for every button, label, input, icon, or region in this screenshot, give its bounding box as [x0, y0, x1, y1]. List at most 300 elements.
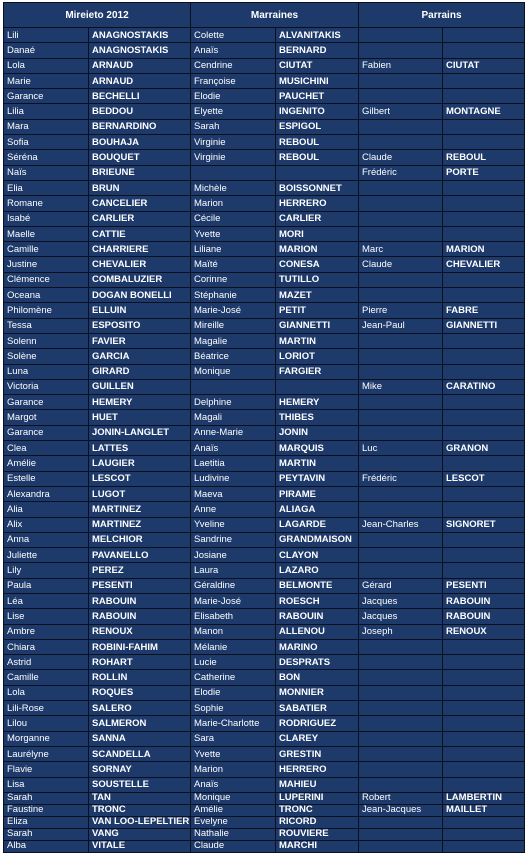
table-row: [4, 135, 525, 150]
godfather-first-name: Jean-Paul: [359, 318, 443, 333]
godfather-first-name: [359, 639, 443, 654]
godmother-first-name: Maïté: [191, 257, 276, 272]
table-row: [4, 816, 525, 828]
child-first-name: Juliette: [4, 548, 89, 563]
child-first-name: Clémence: [4, 272, 89, 287]
godmother-first-name: Josiane: [191, 548, 276, 563]
godfather-first-name: [359, 563, 443, 578]
godmother-first-name: Michèle: [191, 180, 276, 195]
godmother-last-name: GRANDMAISON: [276, 532, 359, 547]
godmother-first-name: Anaïs: [191, 441, 276, 456]
godfather-first-name: Fabien: [359, 58, 443, 73]
child-first-name: Chiara: [4, 639, 89, 654]
child-first-name: Lola: [4, 685, 89, 700]
godmother-last-name: MONNIER: [276, 685, 359, 700]
child-first-name: Justine: [4, 257, 89, 272]
child-last-name: SCANDELLA: [89, 746, 191, 761]
child-first-name: Ambre: [4, 624, 89, 639]
godmother-last-name: ALLENOU: [276, 624, 359, 639]
child-first-name: Laurélyne: [4, 746, 89, 761]
godmother-last-name: MORI: [276, 226, 359, 241]
godmother-first-name: Marie-José: [191, 303, 276, 318]
godfather-first-name: [359, 272, 443, 287]
child-last-name: SALMERON: [89, 716, 191, 731]
child-last-name: ROBINI-FAHIM: [89, 639, 191, 654]
godmother-first-name: Yvette: [191, 226, 276, 241]
godmother-last-name: CONESA: [276, 257, 359, 272]
table-row: [4, 639, 525, 654]
table-row: [4, 471, 525, 486]
godfather-first-name: [359, 180, 443, 195]
godfather-last-name: [443, 196, 525, 211]
child-first-name: Garance: [4, 425, 89, 440]
godmother-last-name: [276, 379, 359, 394]
godfather-first-name: [359, 670, 443, 685]
table-body: [4, 28, 525, 853]
godmother-last-name: MARTIN: [276, 333, 359, 348]
godmother-first-name: Sarah: [191, 119, 276, 134]
godfather-first-name: [359, 395, 443, 410]
godfather-last-name: [443, 395, 525, 410]
godfather-last-name: LESCOT: [443, 471, 525, 486]
godfather-first-name: [359, 548, 443, 563]
child-last-name: SALERO: [89, 701, 191, 716]
godfather-last-name: [443, 701, 525, 716]
child-last-name: ESPOSITO: [89, 318, 191, 333]
child-last-name: ANAGNOSTAKIS: [89, 43, 191, 58]
godfather-last-name: [443, 639, 525, 654]
godmother-last-name: PEYTAVIN: [276, 471, 359, 486]
godmother-first-name: Maeva: [191, 486, 276, 501]
table-row: [4, 226, 525, 241]
godfather-last-name: [443, 762, 525, 777]
godmother-last-name: ALIAGA: [276, 502, 359, 517]
godmother-first-name: Elodie: [191, 685, 276, 700]
table-row: [4, 211, 525, 226]
child-first-name: Garance: [4, 89, 89, 104]
table-row: [4, 593, 525, 608]
godmother-first-name: Géraldine: [191, 578, 276, 593]
godmother-first-name: Yvette: [191, 746, 276, 761]
godmother-last-name: PAUCHET: [276, 89, 359, 104]
godfather-first-name: [359, 28, 443, 43]
godmother-last-name: MARCHI: [276, 840, 359, 852]
child-first-name: Morganne: [4, 731, 89, 746]
godmother-first-name: Ludivine: [191, 471, 276, 486]
godfather-first-name: [359, 828, 443, 840]
child-first-name: Isabé: [4, 211, 89, 226]
godfather-first-name: [359, 762, 443, 777]
godfather-last-name: [443, 119, 525, 134]
table-row: [4, 379, 525, 394]
table-row: [4, 548, 525, 563]
godmother-first-name: Sophie: [191, 701, 276, 716]
godmother-first-name: Liliane: [191, 242, 276, 257]
godfather-first-name: [359, 410, 443, 425]
child-last-name: ROQUES: [89, 685, 191, 700]
godfather-last-name: PESENTI: [443, 578, 525, 593]
child-first-name: Romane: [4, 196, 89, 211]
godmother-first-name: Cécile: [191, 211, 276, 226]
godmother-last-name: [276, 165, 359, 180]
child-last-name: ANAGNOSTAKIS: [89, 28, 191, 43]
child-first-name: Mara: [4, 119, 89, 134]
child-first-name: Lilou: [4, 716, 89, 731]
table-row: [4, 425, 525, 440]
table-row: [4, 119, 525, 134]
child-last-name: SANNA: [89, 731, 191, 746]
godmother-first-name: Monique: [191, 364, 276, 379]
child-last-name: CATTIE: [89, 226, 191, 241]
godfather-last-name: [443, 716, 525, 731]
godfather-last-name: [443, 135, 525, 150]
child-first-name: Séréna: [4, 150, 89, 165]
child-first-name: Solenn: [4, 333, 89, 348]
godmother-last-name: INGENITO: [276, 104, 359, 119]
godmother-last-name: MARINO: [276, 639, 359, 654]
godmother-last-name: MARION: [276, 242, 359, 257]
godfather-last-name: [443, 685, 525, 700]
godmother-last-name: FARGIER: [276, 364, 359, 379]
godfather-last-name: MAILLET: [443, 804, 525, 816]
child-last-name: CARLIER: [89, 211, 191, 226]
godmother-first-name: Nathalie: [191, 828, 276, 840]
child-first-name: Danaé: [4, 43, 89, 58]
godfather-last-name: [443, 43, 525, 58]
godmother-first-name: Magalie: [191, 333, 276, 348]
godmother-last-name: HEMERY: [276, 395, 359, 410]
godfather-last-name: [443, 655, 525, 670]
godmother-first-name: Virginie: [191, 135, 276, 150]
table-row: [4, 517, 525, 532]
godfather-last-name: [443, 180, 525, 195]
child-first-name: Faustine: [4, 804, 89, 816]
table-row: [4, 333, 525, 348]
godparents-table: [3, 2, 525, 853]
table-row: [4, 349, 525, 364]
godmother-last-name: REBOUL: [276, 150, 359, 165]
table-row: [4, 716, 525, 731]
child-first-name: Alba: [4, 840, 89, 852]
godfather-first-name: Robert: [359, 792, 443, 804]
child-first-name: Lili-Rose: [4, 701, 89, 716]
godfather-last-name: [443, 828, 525, 840]
table-row: [4, 655, 525, 670]
godfather-last-name: [443, 89, 525, 104]
godmother-last-name: CARLIER: [276, 211, 359, 226]
godfather-last-name: [443, 731, 525, 746]
godmother-last-name: BELMONTE: [276, 578, 359, 593]
godmother-first-name: Magali: [191, 410, 276, 425]
child-first-name: Luna: [4, 364, 89, 379]
godfather-last-name: [443, 670, 525, 685]
godmother-last-name: LAGARDE: [276, 517, 359, 532]
godmother-last-name: HERRERO: [276, 196, 359, 211]
godmother-last-name: ROUVIERE: [276, 828, 359, 840]
godfather-first-name: [359, 135, 443, 150]
child-last-name: PEREZ: [89, 563, 191, 578]
godfather-last-name: [443, 746, 525, 761]
godfather-first-name: Jean-Charles: [359, 517, 443, 532]
godmother-last-name: BOISSONNET: [276, 180, 359, 195]
godmother-first-name: Elisabeth: [191, 609, 276, 624]
godfather-last-name: LAMBERTIN: [443, 792, 525, 804]
godmother-first-name: Marie-Charlotte: [191, 716, 276, 731]
child-last-name: LUGOT: [89, 486, 191, 501]
godmother-last-name: MARQUIS: [276, 441, 359, 456]
child-first-name: Lilia: [4, 104, 89, 119]
child-last-name: BOUQUET: [89, 150, 191, 165]
table-row: [4, 242, 525, 257]
godmother-first-name: [191, 379, 276, 394]
godmother-first-name: Claude: [191, 840, 276, 852]
child-last-name: PESENTI: [89, 578, 191, 593]
godfather-last-name: REBOUL: [443, 150, 525, 165]
godmother-first-name: Corinne: [191, 272, 276, 287]
child-first-name: Garance: [4, 395, 89, 410]
godfather-first-name: [359, 211, 443, 226]
child-last-name: RABOUIN: [89, 593, 191, 608]
godfather-last-name: CIUTAT: [443, 58, 525, 73]
godfather-first-name: [359, 816, 443, 828]
table-row: [4, 165, 525, 180]
child-first-name: Anna: [4, 532, 89, 547]
godfather-last-name: [443, 226, 525, 241]
table-row: [4, 792, 525, 804]
table-row: [4, 486, 525, 501]
table-row: [4, 180, 525, 195]
child-last-name: LESCOT: [89, 471, 191, 486]
table-row: [4, 395, 525, 410]
godfather-last-name: [443, 28, 525, 43]
godmother-first-name: Mélanie: [191, 639, 276, 654]
godfather-first-name: Gilbert: [359, 104, 443, 119]
godmother-first-name: Sara: [191, 731, 276, 746]
table-row: [4, 288, 525, 303]
child-first-name: Camille: [4, 670, 89, 685]
child-last-name: FAVIER: [89, 333, 191, 348]
godfather-first-name: [359, 425, 443, 440]
godmother-first-name: Laetitia: [191, 456, 276, 471]
child-last-name: MARTINEZ: [89, 502, 191, 517]
godfather-last-name: SIGNORET: [443, 517, 525, 532]
child-first-name: Lola: [4, 58, 89, 73]
godmother-last-name: MARTIN: [276, 456, 359, 471]
godmother-last-name: ALVANITAKIS: [276, 28, 359, 43]
table-row: [4, 563, 525, 578]
godfather-first-name: [359, 226, 443, 241]
godfather-first-name: Joseph: [359, 624, 443, 639]
godfather-last-name: GIANNETTI: [443, 318, 525, 333]
child-last-name: LATTES: [89, 441, 191, 456]
child-first-name: Margot: [4, 410, 89, 425]
godmother-last-name: CIUTAT: [276, 58, 359, 73]
child-first-name: Maelle: [4, 226, 89, 241]
godfather-first-name: [359, 701, 443, 716]
godmother-first-name: Yveline: [191, 517, 276, 532]
godfather-last-name: FABRE: [443, 303, 525, 318]
table-row: [4, 777, 525, 792]
godfather-last-name: RENOUX: [443, 624, 525, 639]
godmother-first-name: Marion: [191, 762, 276, 777]
godmother-first-name: Anaïs: [191, 43, 276, 58]
child-first-name: Sarah: [4, 828, 89, 840]
godmother-first-name: [191, 165, 276, 180]
godfather-last-name: [443, 288, 525, 303]
table-row: [4, 58, 525, 73]
godmother-first-name: Amélie: [191, 804, 276, 816]
godmother-first-name: Anaïs: [191, 777, 276, 792]
child-last-name: SORNAY: [89, 762, 191, 777]
godfather-first-name: [359, 486, 443, 501]
godfather-first-name: Mike: [359, 379, 443, 394]
child-first-name: Lise: [4, 609, 89, 624]
godfather-first-name: [359, 731, 443, 746]
child-first-name: Lily: [4, 563, 89, 578]
child-first-name: Philomène: [4, 303, 89, 318]
child-last-name: RENOUX: [89, 624, 191, 639]
child-last-name: MARTINEZ: [89, 517, 191, 532]
godfather-last-name: CARATINO: [443, 379, 525, 394]
godfather-first-name: [359, 655, 443, 670]
godfather-first-name: [359, 89, 443, 104]
child-first-name: Naïs: [4, 165, 89, 180]
child-last-name: BEDDOU: [89, 104, 191, 119]
godmother-first-name: Marion: [191, 196, 276, 211]
child-last-name: BERNARDINO: [89, 119, 191, 134]
child-last-name: ROLLIN: [89, 670, 191, 685]
child-first-name: Sofia: [4, 135, 89, 150]
godfather-first-name: [359, 43, 443, 58]
godfather-first-name: Marc: [359, 242, 443, 257]
child-last-name: MELCHIOR: [89, 532, 191, 547]
godfather-last-name: [443, 425, 525, 440]
child-last-name: JONIN-LANGLET: [89, 425, 191, 440]
child-first-name: Elia: [4, 180, 89, 195]
godmother-first-name: Catherine: [191, 670, 276, 685]
child-last-name: ELLUIN: [89, 303, 191, 318]
table-row: [4, 303, 525, 318]
child-last-name: ARNAUD: [89, 58, 191, 73]
child-last-name: GARCIA: [89, 349, 191, 364]
child-first-name: Eliza: [4, 816, 89, 828]
child-last-name: DOGAN BONELLI: [89, 288, 191, 303]
table-row: [4, 441, 525, 456]
godmother-last-name: RICORD: [276, 816, 359, 828]
child-last-name: GUILLEN: [89, 379, 191, 394]
godmother-first-name: Stéphanie: [191, 288, 276, 303]
child-last-name: HEMERY: [89, 395, 191, 410]
godmother-last-name: ROESCH: [276, 593, 359, 608]
child-first-name: Alia: [4, 502, 89, 517]
table-row: [4, 43, 525, 58]
table-row: [4, 89, 525, 104]
godfather-last-name: [443, 364, 525, 379]
child-last-name: TRONC: [89, 804, 191, 816]
godfather-first-name: Pierre: [359, 303, 443, 318]
godmother-last-name: BERNARD: [276, 43, 359, 58]
child-first-name: Lili: [4, 28, 89, 43]
godfather-first-name: Frédéric: [359, 471, 443, 486]
godmother-last-name: MAHIEU: [276, 777, 359, 792]
child-first-name: Solène: [4, 349, 89, 364]
godfather-first-name: [359, 685, 443, 700]
godfather-last-name: [443, 211, 525, 226]
godfather-first-name: Gérard: [359, 578, 443, 593]
godfather-last-name: [443, 486, 525, 501]
child-last-name: SOUSTELLE: [89, 777, 191, 792]
table-row: [4, 28, 525, 43]
table-row: [4, 624, 525, 639]
child-last-name: ARNAUD: [89, 73, 191, 88]
godfather-last-name: [443, 777, 525, 792]
godfather-last-name: [443, 502, 525, 517]
godfather-last-name: [443, 73, 525, 88]
godfather-first-name: [359, 532, 443, 547]
godmother-last-name: RABOUIN: [276, 609, 359, 624]
table-row: [4, 609, 525, 624]
table-row: [4, 150, 525, 165]
table-row: [4, 746, 525, 761]
godfather-first-name: Jacques: [359, 593, 443, 608]
godfather-first-name: [359, 73, 443, 88]
godmother-first-name: Béatrice: [191, 349, 276, 364]
godfather-last-name: MARION: [443, 242, 525, 257]
godmother-last-name: DESPRATS: [276, 655, 359, 670]
godmother-last-name: TRONC: [276, 804, 359, 816]
child-last-name: GIRARD: [89, 364, 191, 379]
godmother-first-name: Virginie: [191, 150, 276, 165]
godmother-last-name: ESPIGOL: [276, 119, 359, 134]
godfather-last-name: [443, 349, 525, 364]
child-last-name: CHARRIERE: [89, 242, 191, 257]
godmother-last-name: SABATIER: [276, 701, 359, 716]
table-row: [4, 685, 525, 700]
godmother-last-name: PIRAME: [276, 486, 359, 501]
godfather-first-name: [359, 364, 443, 379]
godfather-first-name: [359, 119, 443, 134]
godfather-last-name: CHEVALIER: [443, 257, 525, 272]
child-last-name: VANG: [89, 828, 191, 840]
child-last-name: RABOUIN: [89, 609, 191, 624]
child-first-name: Amélie: [4, 456, 89, 471]
godfather-last-name: RABOUIN: [443, 593, 525, 608]
table-row: [4, 578, 525, 593]
child-first-name: Camille: [4, 242, 89, 257]
table-row: [4, 104, 525, 119]
godmother-first-name: Lucie: [191, 655, 276, 670]
table-row: [4, 257, 525, 272]
godmother-first-name: Anne-Marie: [191, 425, 276, 440]
godmother-first-name: Mireille: [191, 318, 276, 333]
godmother-first-name: Elyette: [191, 104, 276, 119]
godmother-last-name: CLAREY: [276, 731, 359, 746]
table-row: [4, 364, 525, 379]
godmother-last-name: LAZARO: [276, 563, 359, 578]
godfather-last-name: GRANON: [443, 441, 525, 456]
marraines-header: Marraines: [191, 3, 359, 28]
godmother-first-name: Marie-José: [191, 593, 276, 608]
godmother-first-name: Monique: [191, 792, 276, 804]
godfather-first-name: [359, 502, 443, 517]
child-first-name: Flavie: [4, 762, 89, 777]
godfather-last-name: RABOUIN: [443, 609, 525, 624]
godfather-first-name: [359, 196, 443, 211]
child-first-name: Alix: [4, 517, 89, 532]
child-first-name: Léa: [4, 593, 89, 608]
godmother-last-name: LORIOT: [276, 349, 359, 364]
godmother-first-name: Colette: [191, 28, 276, 43]
